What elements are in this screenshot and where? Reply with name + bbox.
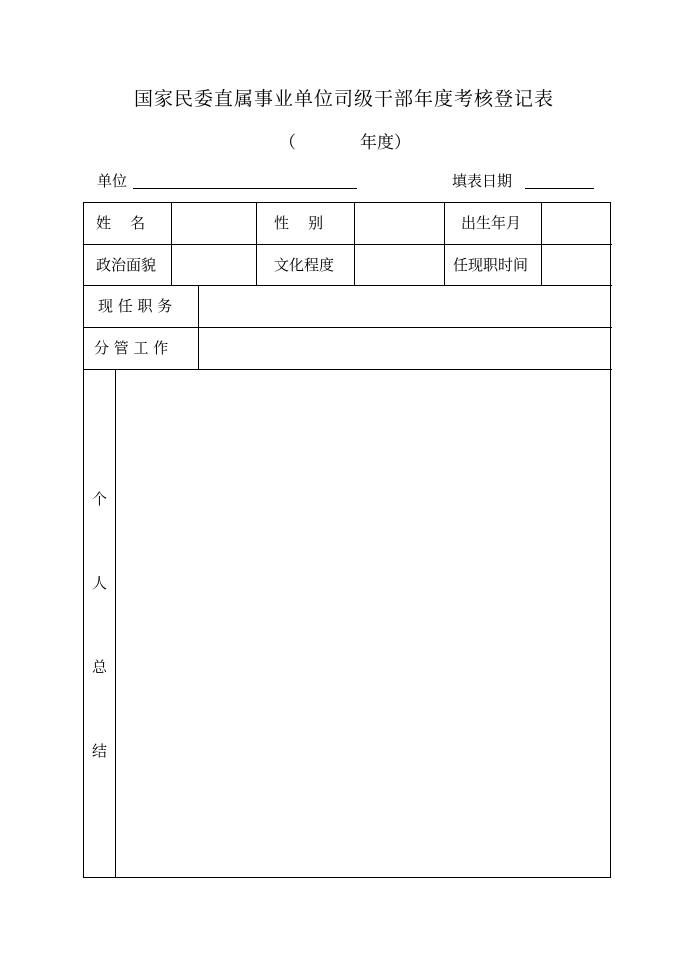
summary-label-char: 个 [92,490,108,508]
fill-date-field[interactable] [525,188,594,189]
gender-label: 性 别 [274,214,324,232]
summary-label-char: 结 [92,742,108,760]
name-label: 姓 名 [96,214,146,232]
education-field[interactable] [355,245,444,285]
political-status-label: 政治面貌 [96,256,157,274]
registration-form [83,202,611,878]
duty-label: 分 管 工 作 [94,339,169,357]
birth-date-label: 出生年月 [461,214,522,232]
year-open-paren: （ [279,133,296,153]
birth-date-field[interactable] [542,203,610,244]
tenure-label: 任现职时间 [453,256,529,274]
year-line [0,128,688,153]
gender-field[interactable] [355,203,444,244]
position-label: 现 任 职 务 [98,297,173,315]
fill-date-label: 填表日期 [452,172,513,190]
row-divider [84,244,612,245]
tenure-field[interactable] [542,245,610,285]
position-field[interactable] [199,286,610,327]
unit-field[interactable] [133,188,357,189]
personal-summary-field[interactable] [116,370,610,877]
form-header [0,170,688,192]
form-title: 国家民委直属事业单位司级干部年度考核登记表 [133,88,554,110]
duty-field[interactable] [199,328,610,369]
name-field[interactable] [172,203,256,244]
col-divider [256,203,257,285]
unit-label: 单位 [97,172,128,190]
summary-label-char: 人 [92,574,108,592]
col-divider [444,203,445,285]
education-label: 文化程度 [274,256,335,274]
year-label: 年度） [360,133,411,153]
political-status-field[interactable] [172,245,256,285]
summary-label-char: 总 [92,658,108,676]
